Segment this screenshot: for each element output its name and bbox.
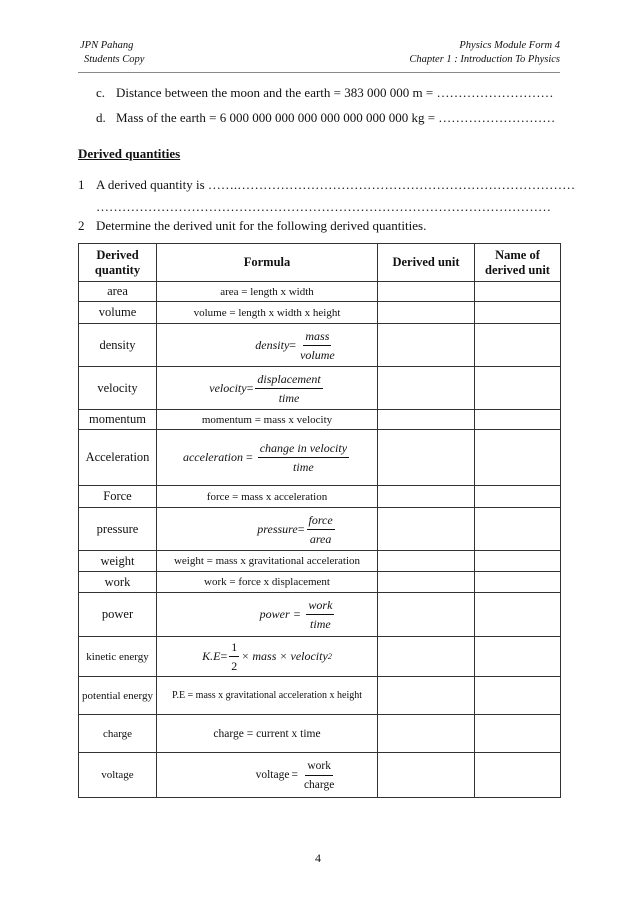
derived-unit-answer-cell[interactable] [378, 677, 475, 715]
derived-unit-answer-cell[interactable] [378, 508, 475, 551]
unit-name-answer-cell[interactable] [475, 677, 561, 715]
formula-equals: = [297, 521, 305, 536]
unit-name-answer-cell[interactable] [475, 324, 561, 367]
quantity-cell: velocity [79, 367, 157, 410]
formula-lhs: pressure [257, 521, 298, 536]
quantity-cell: voltage [79, 753, 157, 798]
formula-denominator: time [278, 390, 300, 405]
derived-unit-answer-cell[interactable] [378, 753, 475, 798]
derived-unit-answer-cell[interactable] [378, 551, 475, 572]
formula-cell: momentum = mass x velocity [157, 410, 378, 430]
header-name-of-derived-unit: Name of derived unit [475, 244, 561, 282]
formula-cell: charge = current x time [157, 715, 378, 753]
unit-name-answer-cell[interactable] [475, 282, 561, 302]
table-row [79, 572, 561, 593]
table-row [79, 367, 561, 410]
quantity-cell: kinetic energy [79, 637, 157, 677]
formula-cell [157, 508, 378, 551]
quantity-cell: pressure [79, 508, 157, 551]
formula-denominator: time [293, 460, 314, 474]
question-1-text: A derived quantity is …….…………………………………………………………………… [96, 177, 576, 192]
formula-exponent: 2 [327, 652, 332, 661]
formula-fraction [258, 441, 349, 474]
formula-cell: area = length x width [157, 282, 378, 302]
formula-equals: = [293, 607, 301, 621]
formula-cell: volume = length x width x height [157, 302, 378, 324]
formula-equals: = [289, 337, 297, 352]
unit-name-answer-cell[interactable] [475, 367, 561, 410]
formula-fraction [229, 640, 239, 673]
formula-cell: work = force x displacement [157, 572, 378, 593]
unit-name-answer-cell[interactable] [475, 486, 561, 508]
table-row [79, 593, 561, 637]
formula-equals: = [291, 769, 298, 781]
header-right-subtitle: Chapter 1 : Introduction To Physics [409, 54, 560, 65]
quantity-cell: Force [79, 486, 157, 508]
formula-cell: force = mass x acceleration [157, 486, 378, 508]
table-row [79, 677, 561, 715]
unit-name-answer-cell[interactable] [475, 637, 561, 677]
formula-rest: × mass × velocity [241, 649, 328, 663]
formula-equals: = [246, 380, 254, 395]
formula-lhs: K.E [202, 649, 221, 663]
derived-unit-answer-cell[interactable] [378, 302, 475, 324]
item-c-text: Distance between the moon and the earth = 383 000 000 m = ……………………… [116, 85, 554, 100]
quantity-cell: charge [79, 715, 157, 753]
section-heading: Derived quantities [78, 146, 181, 161]
formula-denominator: 2 [231, 659, 238, 673]
table-row [79, 430, 561, 486]
item-d-text: Mass of the earth = 6 000 000 000 000 000 000 000 000 kg = ……………………… [116, 110, 556, 125]
unit-name-answer-cell[interactable] [475, 593, 561, 637]
unit-name-answer-cell[interactable] [475, 410, 561, 430]
quantity-cell: power [79, 593, 157, 637]
formula-cell [157, 753, 378, 798]
header-divider [78, 72, 560, 73]
question-1-number: 1 [78, 177, 85, 192]
formula-cell: weight = mass x gravitational acceleration [157, 551, 378, 572]
formula-lhs: velocity [209, 380, 247, 395]
derived-unit-answer-cell[interactable] [378, 324, 475, 367]
formula-cell [157, 637, 378, 677]
formula-numerator: force [307, 513, 335, 530]
header-formula: Formula [157, 244, 378, 282]
header-derived-unit: Derived unit [378, 244, 475, 282]
derived-unit-answer-cell[interactable] [378, 430, 475, 486]
question-2-number: 2 [78, 218, 85, 233]
table-row [79, 508, 561, 551]
question-1-answer-line: …………………………………………………………………………………………… [96, 199, 551, 214]
header-derived-quantity: Derived quantity [79, 244, 157, 282]
derived-unit-answer-cell[interactable] [378, 637, 475, 677]
formula-lhs: power [259, 607, 290, 621]
table-row [79, 410, 561, 430]
question-2-text: Determine the derived unit for the following derived quantities. [96, 218, 427, 233]
formula-equals: = [220, 649, 228, 663]
formula-fraction [255, 372, 322, 405]
table-row [79, 637, 561, 677]
unit-name-answer-cell[interactable] [475, 753, 561, 798]
formula-denominator: area [309, 531, 332, 546]
formula-numerator: change in velocity [258, 441, 349, 458]
unit-name-answer-cell[interactable] [475, 430, 561, 486]
table-row [79, 753, 561, 798]
table-row [79, 324, 561, 367]
formula-fraction [306, 598, 334, 631]
formula-cell [157, 367, 378, 410]
unit-name-answer-cell[interactable] [475, 572, 561, 593]
formula-numerator: work [306, 598, 334, 615]
formula-numerator: mass [303, 329, 331, 346]
formula-cell [157, 324, 378, 367]
formula-fraction [307, 513, 335, 546]
quantity-cell: momentum [79, 410, 157, 430]
derived-unit-answer-cell[interactable] [378, 486, 475, 508]
derived-unit-answer-cell[interactable] [378, 282, 475, 302]
derived-unit-answer-cell[interactable] [378, 715, 475, 753]
table-header-row [79, 244, 561, 282]
unit-name-answer-cell[interactable] [475, 508, 561, 551]
formula-lhs: voltage [255, 769, 290, 781]
table-row [79, 551, 561, 572]
header-left-subtitle: Students Copy [84, 54, 145, 65]
header-left-title: JPN Pahang [80, 40, 134, 51]
unit-name-answer-cell[interactable] [475, 715, 561, 753]
formula-cell [157, 430, 378, 486]
formula-cell: P.E = mass x gravitational acceleration x height [157, 677, 378, 715]
unit-name-answer-cell[interactable] [475, 302, 561, 324]
derived-quantities-table [78, 243, 561, 798]
quantity-cell: work [79, 572, 157, 593]
quantity-cell: potential energy [79, 677, 157, 715]
quantity-cell: density [79, 324, 157, 367]
quantity-cell: area [79, 282, 157, 302]
header-right-title: Physics Module Form 4 [459, 40, 560, 51]
table-row [79, 282, 561, 302]
formula-fraction [302, 759, 336, 792]
formula-lhs: density [255, 337, 290, 352]
formula-numerator: work [305, 759, 333, 776]
page-number: 4 [315, 851, 321, 865]
formula-denominator: time [310, 617, 331, 631]
derived-unit-answer-cell[interactable] [378, 572, 475, 593]
formula-numerator: displacement [255, 372, 322, 389]
derived-unit-answer-cell[interactable] [378, 367, 475, 410]
quantity-cell: volume [79, 302, 157, 324]
formula-equals: = [245, 450, 253, 464]
formula-numerator: 1 [229, 640, 239, 657]
quantity-cell: weight [79, 551, 157, 572]
formula-denominator: charge [303, 778, 335, 791]
formula-fraction [298, 329, 337, 362]
item-c-label: c. [96, 85, 106, 100]
unit-name-answer-cell[interactable] [475, 551, 561, 572]
table-row [79, 302, 561, 324]
table-row [79, 715, 561, 753]
formula-denominator: volume [300, 347, 335, 362]
formula-lhs: acceleration [182, 450, 243, 464]
table-row [79, 486, 561, 508]
quantity-cell: Acceleration [79, 430, 157, 486]
derived-unit-answer-cell[interactable] [378, 593, 475, 637]
formula-cell [157, 593, 378, 637]
derived-unit-answer-cell[interactable] [378, 410, 475, 430]
item-d-label: d. [96, 110, 106, 125]
